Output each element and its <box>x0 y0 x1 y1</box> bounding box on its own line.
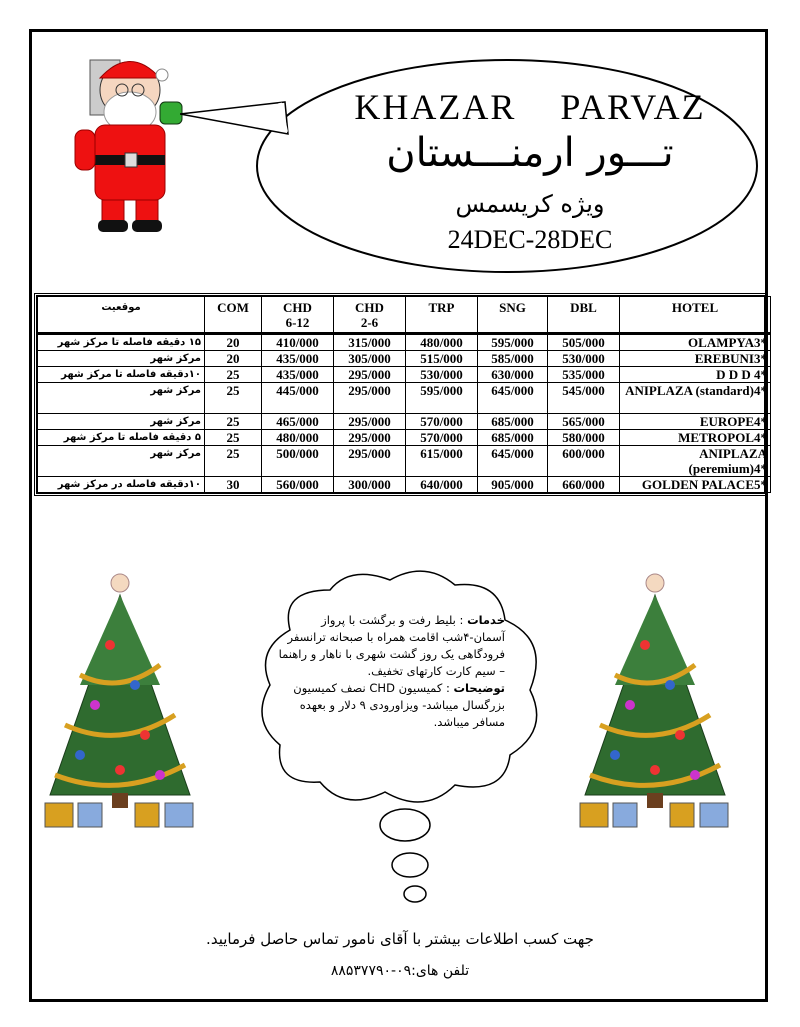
services-text: : بلیط رفت و برگشت با پرواز آسمان-۴شب اقامت همراه با صبحانه ترانسفر فرودگاهی یک روز گشت شهری با ناهار و راهنما – سیم کارت کارتهای تخفیف. <box>278 613 505 678</box>
location-cell: ۵ دقیقه فاصله تا مرکز شهر <box>38 430 205 446</box>
chd-6-12-cell: 435/000 <box>262 351 334 367</box>
dbl-cell: 580/000 <box>548 430 620 446</box>
hotel-cell: GOLDEN PALACE5* <box>620 477 771 493</box>
christmas-tree-right <box>575 565 735 830</box>
chd-2-6-cell: 295/000 <box>334 367 406 383</box>
dbl-cell: 505/000 <box>548 334 620 351</box>
dbl-cell: 565/000 <box>548 414 620 430</box>
hotel-cell: EUROPE4* <box>620 414 771 430</box>
com-cell: 25 <box>205 414 262 430</box>
col-dbl: DBL <box>548 297 620 334</box>
chd-6-12-cell: 410/000 <box>262 334 334 351</box>
dbl-cell: 545/000 <box>548 383 620 414</box>
chd-6-12-cell: 465/000 <box>262 414 334 430</box>
company-name: KHAZAR PARVAZ <box>354 87 706 127</box>
col-chd-6-12: CHD 6-12 <box>262 297 334 334</box>
table-row <box>38 477 771 493</box>
chd-2-6-cell: 295/000 <box>334 446 406 477</box>
table-row <box>38 334 771 351</box>
trp-cell: 480/000 <box>406 334 478 351</box>
chd-6-12-cell: 435/000 <box>262 367 334 383</box>
chd-6-12-cell: 500/000 <box>262 446 334 477</box>
sng-cell: 685/000 <box>478 430 548 446</box>
trp-cell: 595/000 <box>406 383 478 414</box>
sng-cell: 645/000 <box>478 383 548 414</box>
price-table <box>34 293 767 496</box>
location-cell: ۱۰دقیقه فاصله در مرکز شهر <box>38 477 205 493</box>
santa-illustration <box>50 50 200 235</box>
sng-cell: 685/000 <box>478 414 548 430</box>
location-cell: مرکز شهر <box>38 414 205 430</box>
table-row <box>38 430 771 446</box>
chd-2-6-cell: 295/000 <box>334 430 406 446</box>
hotel-cell: ANIPLAZA (standard)4* <box>620 383 771 414</box>
table-row <box>38 383 771 414</box>
chd-6-12-cell: 480/000 <box>262 430 334 446</box>
dbl-cell: 530/000 <box>548 351 620 367</box>
sng-cell: 630/000 <box>478 367 548 383</box>
hotel-cell: METROPOL4* <box>620 430 771 446</box>
col-trp: TRP <box>406 297 478 334</box>
trp-cell: 615/000 <box>406 446 478 477</box>
christmas-tree-left <box>40 565 200 830</box>
tour-title: تـــور ارمنـــستان <box>386 130 674 176</box>
table-row <box>38 414 771 430</box>
chd-2-6-cell: 295/000 <box>334 414 406 430</box>
hotel-cell: EREBUNI3* <box>620 351 771 367</box>
trp-cell: 570/000 <box>406 414 478 430</box>
com-cell: 25 <box>205 383 262 414</box>
trp-cell: 515/000 <box>406 351 478 367</box>
location-cell: مرکز شهر <box>38 446 205 477</box>
location-cell: مرکز شهر <box>38 351 205 367</box>
hotel-cell: OLAMPYA3* <box>620 334 771 351</box>
speech-bubble-tail <box>180 100 290 140</box>
col-chd-2-6: CHD 2-6 <box>334 297 406 334</box>
sng-cell: 595/000 <box>478 334 548 351</box>
table-row <box>38 367 771 383</box>
location-cell: ۱۵ دقیقه فاصله تا مرکز شهر <box>38 334 205 351</box>
tour-info <box>270 612 505 731</box>
contact-text: جهت کسب اطلاعات بیشتر با آقای نامور تماس حاصل فرمایید. <box>206 930 594 948</box>
table-header-row <box>38 297 771 334</box>
services-label: خدمات <box>467 613 505 627</box>
sng-cell: 645/000 <box>478 446 548 477</box>
chd-2-6-cell: 300/000 <box>334 477 406 493</box>
sng-cell: 585/000 <box>478 351 548 367</box>
phone-number: تلفن های:۰۹-۸۸۵۳۷۷۹۰ <box>330 963 470 979</box>
dbl-cell: 535/000 <box>548 367 620 383</box>
chd-6-12-cell: 560/000 <box>262 477 334 493</box>
location-cell: مرکز شهر <box>38 383 205 414</box>
chd-2-6-cell: 305/000 <box>334 351 406 367</box>
com-cell: 20 <box>205 351 262 367</box>
trp-cell: 530/000 <box>406 367 478 383</box>
col-hotel: HOTEL <box>620 297 771 334</box>
col-com: COM <box>205 297 262 334</box>
hotel-cell: D D D 4* <box>620 367 771 383</box>
col-sng: SNG <box>478 297 548 334</box>
com-cell: 25 <box>205 367 262 383</box>
com-cell: 25 <box>205 446 262 477</box>
chd-2-6-cell: 295/000 <box>334 383 406 414</box>
com-cell: 25 <box>205 430 262 446</box>
com-cell: 30 <box>205 477 262 493</box>
chd-2-6-cell: 315/000 <box>334 334 406 351</box>
location-cell: ۱۰دقیقه فاصله تا مرکز شهر <box>38 367 205 383</box>
notes-label: توضیحات <box>453 681 505 695</box>
tour-subtitle: ویژه کریسمس <box>455 190 605 218</box>
chd-6-12-cell: 445/000 <box>262 383 334 414</box>
tour-dates: 24DEC-28DEC <box>447 225 613 254</box>
table-row <box>38 351 771 367</box>
sng-cell: 905/000 <box>478 477 548 493</box>
trp-cell: 570/000 <box>406 430 478 446</box>
dbl-cell: 600/000 <box>548 446 620 477</box>
trp-cell: 640/000 <box>406 477 478 493</box>
hotel-cell: ANIPLAZA (peremium)4* <box>620 446 771 477</box>
dbl-cell: 660/000 <box>548 477 620 493</box>
table-row <box>38 446 771 477</box>
col-location: موقعیت <box>38 297 205 334</box>
com-cell: 20 <box>205 334 262 351</box>
notes-text: : کمیسیون CHD نصف کمیسیون بزرگسال میباشد- ویزاورودی ۹ دلار و بعهده مسافر میباشد. <box>293 681 505 729</box>
